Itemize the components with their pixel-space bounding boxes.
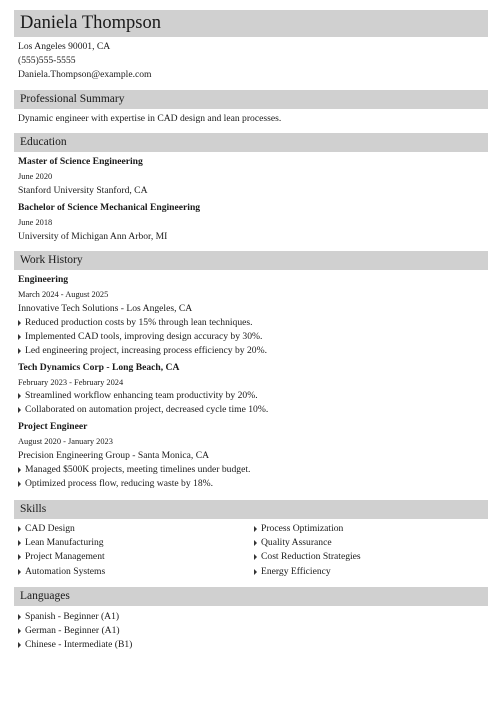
bullet-icon <box>18 540 21 546</box>
job-dates: February 2023 - February 2024 <box>18 378 124 387</box>
bullet-icon <box>18 334 21 340</box>
job-title: Engineering <box>18 274 69 285</box>
bullet-icon <box>18 407 21 413</box>
resume-page: Daniela Thompson Los Angeles 90001, CA (555)555-5555 Daniela.Thompson@example.com Professional Summary Dynamic engineer with expertise in CAD design and lean processes. Education Master of Science Engineering June 2020 Stanford University Stanford, CA Bachelor of Science Mechanical Engineering June 2018 University of Michigan Ann Arbor, MI Work History Engineering March 2024 - August 2025 Innovative Tech Solutions - Los Angeles, CA Reduced production costs by 15% through lean techniques. Implemented CAD tools, improving design accuracy by 30%. Led engineering project, increasing process efficiency by 20%. Tech Dynamics Corp - Long Beach, CA February 2023 - February 2024 Streamlined workflow enhancing team productivity by 20%. Collaborated on automation project, decreased cycle time 10%. Project Engineer August 2020 - January 2023 Precision Engineering Group - Santa Monica, CA Managed $500K projects, meeting timelines under budget. Optimized process flow, reducing waste by 18%. Skills CAD Design Lean Manufacturing Project Management Automation Systems Process Optimization Quality Assurance Cost Reduction Strategies Energy Efficiency Languages Spanish - Beginner (A1) German - Beginner (A1) Chinese - Intermediate (B1) <box>0 0 500 704</box>
bullet-icon <box>18 526 21 532</box>
section-title: Education <box>20 136 67 148</box>
section-title: Work History <box>20 254 83 266</box>
bullet-icon <box>18 614 21 620</box>
summary-text: Dynamic engineer with expertise in CAD design and lean processes. <box>18 113 282 124</box>
bullet-icon <box>18 481 21 487</box>
bullet-icon <box>18 348 21 354</box>
job-company: Innovative Tech Solutions - Los Angeles, CA <box>18 303 193 314</box>
bullet-icon <box>18 393 21 399</box>
education-date: June 2020 <box>18 172 53 181</box>
section-header-languages <box>14 587 488 606</box>
bullet-icon <box>254 554 257 560</box>
bullet-icon <box>18 569 21 575</box>
education-school: Stanford University Stanford, CA <box>18 185 148 196</box>
section-title: Languages <box>20 590 70 602</box>
bullet-icon <box>18 320 21 326</box>
bullet-icon <box>18 554 21 560</box>
name-header <box>14 10 488 37</box>
contact-email: Daniela.Thompson@example.com <box>18 69 152 80</box>
bullet-icon <box>18 642 21 648</box>
job-title: Project Engineer <box>18 421 88 432</box>
bullet-icon <box>254 569 257 575</box>
contact-location: Los Angeles 90001, CA <box>18 41 111 52</box>
section-title: Professional Summary <box>20 93 125 105</box>
bullet-icon <box>18 628 21 634</box>
section-header-skills <box>14 500 488 519</box>
education-school: University of Michigan Ann Arbor, MI <box>18 231 168 242</box>
education-degree: Bachelor of Science Mechanical Engineering <box>18 202 201 213</box>
job-dates: August 2020 - January 2023 <box>18 437 113 446</box>
education-degree: Master of Science Engineering <box>18 156 143 167</box>
bullet-icon <box>18 467 21 473</box>
job-dates: March 2024 - August 2025 <box>18 290 109 299</box>
section-header-work <box>14 251 488 270</box>
section-header-education <box>14 133 488 152</box>
education-date: June 2018 <box>18 218 53 227</box>
section-title: Skills <box>20 503 47 515</box>
bullet-icon <box>254 540 257 546</box>
job-company: Precision Engineering Group - Santa Monica, CA <box>18 450 210 461</box>
section-header-summary <box>14 90 488 109</box>
contact-phone: (555)555-5555 <box>18 55 76 66</box>
job-title: Tech Dynamics Corp - Long Beach, CA <box>18 362 180 373</box>
candidate-name: Daniela Thompson <box>20 13 161 33</box>
bullet-icon <box>254 526 257 532</box>
